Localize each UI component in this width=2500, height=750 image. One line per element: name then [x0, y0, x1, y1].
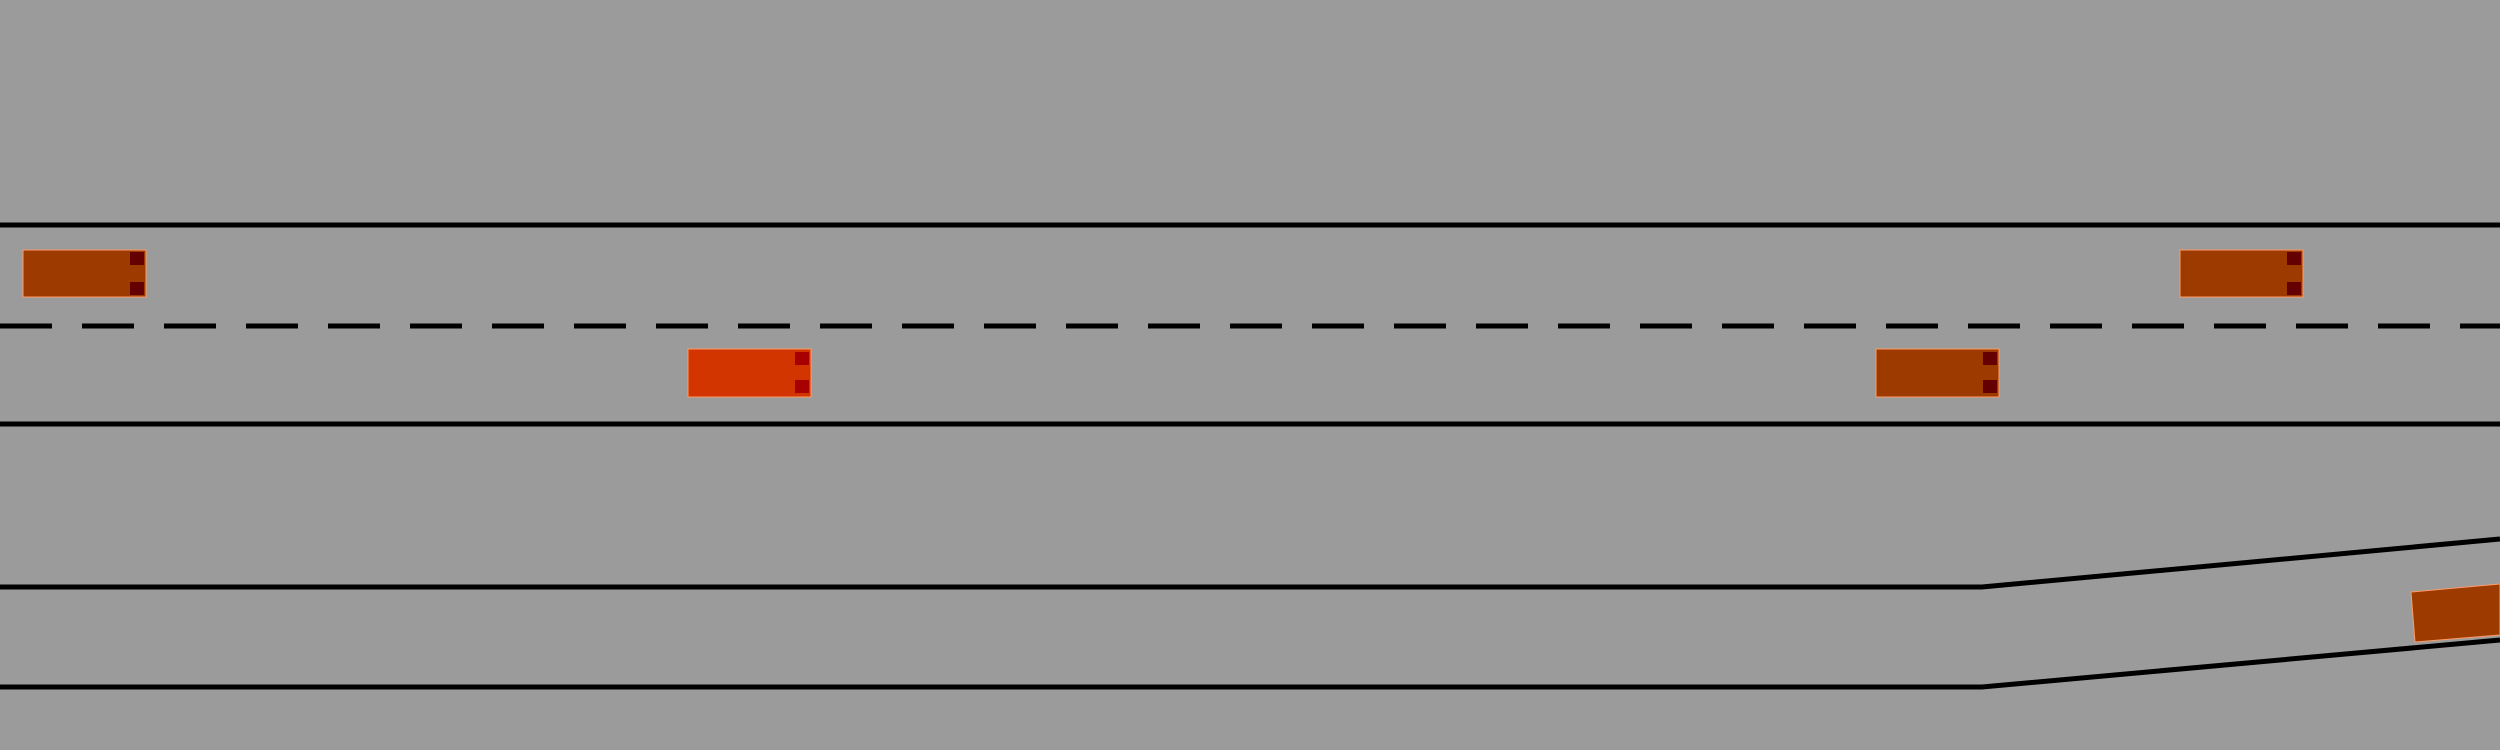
- vehicle-3-headlight-right: [2287, 282, 2301, 295]
- vehicle-1-headlight-right: [130, 282, 144, 295]
- ego-vehicle-body: [688, 349, 811, 397]
- vehicle-2-body: [1876, 349, 1999, 397]
- vehicle-1-headlight-left: [130, 252, 144, 265]
- vehicle-4: [2411, 584, 2500, 642]
- ego-vehicle: [688, 349, 811, 397]
- vehicle-1: [23, 250, 146, 297]
- vehicle-3-headlight-left: [2287, 252, 2301, 265]
- vehicle-2: [1876, 349, 1999, 397]
- ego-vehicle-headlight-right: [795, 380, 809, 393]
- vehicle-3: [2180, 250, 2303, 297]
- vehicle-2-headlight-left: [1983, 352, 1997, 365]
- ego-vehicle-headlight-left: [795, 352, 809, 365]
- vehicle-3-body: [2180, 250, 2303, 297]
- vehicle-2-headlight-right: [1983, 380, 1997, 393]
- vehicle-1-body: [23, 250, 146, 297]
